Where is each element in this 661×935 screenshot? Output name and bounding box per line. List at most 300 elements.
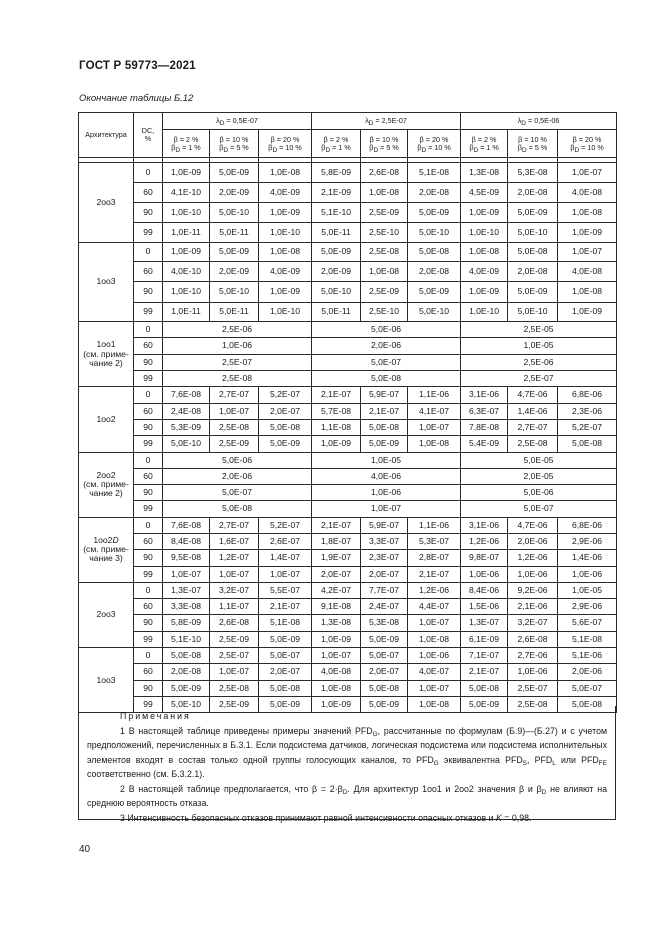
value-cell: 6,8E-06	[558, 517, 617, 533]
value-cell: 9,5E-08	[163, 550, 210, 566]
merged-value-cell: 1,0E-07	[312, 501, 461, 517]
value-cell: 2,5E-10	[361, 222, 408, 242]
value-cell: 2,1E-07	[408, 566, 461, 582]
table-row	[79, 222, 617, 242]
value-cell: 5,9E-07	[361, 387, 408, 403]
value-cell: 5,0E-09	[361, 631, 408, 647]
dc-cell: 0	[134, 322, 163, 338]
value-cell: 2,5E-07	[210, 648, 259, 664]
dc-cell: 90	[134, 282, 163, 302]
value-cell: 5,0E-08	[259, 680, 312, 696]
value-cell: 5,0E-09	[408, 202, 461, 222]
value-cell: 1,0E-10	[259, 222, 312, 242]
value-cell: 1,1E-07	[210, 599, 259, 615]
table-row	[79, 354, 617, 370]
value-cell: 3,3E-07	[361, 533, 408, 549]
value-cell: 5,0E-09	[508, 202, 558, 222]
dc-cell: 0	[134, 242, 163, 262]
value-cell: 5,0E-09	[508, 282, 558, 302]
dc-cell: 90	[134, 485, 163, 501]
value-cell: 5,4E-09	[461, 436, 508, 452]
value-cell: 1,0E-09	[312, 631, 361, 647]
value-cell: 7,1E-07	[461, 648, 508, 664]
value-cell: 1,0E-07	[210, 403, 259, 419]
value-cell: 1,0E-08	[558, 282, 617, 302]
value-cell: 2,0E-08	[508, 182, 558, 202]
value-cell: 1,0E-07	[312, 648, 361, 664]
dc-cell: 0	[134, 648, 163, 664]
value-cell: 2,6E-08	[210, 615, 259, 631]
header-architecture: Архитектура	[79, 113, 134, 158]
value-cell: 9,1E-08	[312, 599, 361, 615]
value-cell: 3,1E-06	[461, 387, 508, 403]
value-cell: 1,0E-08	[259, 242, 312, 262]
value-cell: 1,0E-08	[408, 631, 461, 647]
dc-cell: 99	[134, 631, 163, 647]
value-cell: 4,0E-08	[558, 262, 617, 282]
value-cell: 8,4E-06	[461, 582, 508, 598]
value-cell: 4,7E-06	[508, 517, 558, 533]
notes-block	[78, 706, 616, 823]
value-cell: 7,8E-08	[461, 419, 508, 435]
header-beta-1-2: β = 10 % $\beta_D = 5$ %	[210, 130, 259, 158]
value-cell: 5,9E-07	[361, 517, 408, 533]
header-beta-2-3: β = 20 % $\beta_D = 10$ %	[408, 130, 461, 158]
value-cell: 9,8E-07	[461, 550, 508, 566]
architecture-cell: 2oo3	[79, 582, 134, 647]
value-cell: 1,2E-07	[210, 550, 259, 566]
value-cell: 5,0E-09	[163, 680, 210, 696]
table-row	[79, 302, 617, 322]
value-cell: 1,0E-09	[312, 696, 361, 712]
value-cell: 5,5E-07	[259, 582, 312, 598]
value-cell: 5,3E-08	[508, 163, 558, 183]
table-row	[79, 501, 617, 517]
merged-value-cell: 5,0E-06	[163, 452, 312, 468]
value-cell: 5,8E-09	[312, 163, 361, 183]
value-cell: 5,6E-07	[558, 615, 617, 631]
value-cell: 5,3E-09	[163, 419, 210, 435]
value-cell: 5,0E-08	[558, 436, 617, 452]
value-cell: 5,0E-09	[312, 242, 361, 262]
value-cell: 1,5E-06	[461, 599, 508, 615]
value-cell: 1,0E-07	[163, 566, 210, 582]
value-cell: 1,0E-06	[508, 566, 558, 582]
value-cell: 1,0E-11	[163, 302, 210, 322]
value-cell: 4,0E-08	[558, 182, 617, 202]
value-cell: 1,0E-07	[408, 419, 461, 435]
value-cell: 3,2E-07	[508, 615, 558, 631]
value-cell: 1,0E-09	[558, 222, 617, 242]
header-lambda-3: $\lambda_D = 0,5E-06$	[461, 113, 617, 130]
table-row	[79, 517, 617, 533]
value-cell: 5,0E-10	[210, 202, 259, 222]
merged-value-cell: 5,0E-07	[163, 485, 312, 501]
value-cell: 5,0E-09	[259, 436, 312, 452]
value-cell: 2,5E-07	[508, 680, 558, 696]
header-beta-3-3: β = 20 % $\beta_D = 10$ %	[558, 130, 617, 158]
value-cell: 2,6E-07	[259, 533, 312, 549]
table-row	[79, 262, 617, 282]
table-row	[79, 282, 617, 302]
value-cell: 5,0E-11	[210, 302, 259, 322]
table-row	[79, 163, 617, 183]
dc-cell: 99	[134, 566, 163, 582]
value-cell: 5,1E-08	[259, 615, 312, 631]
value-cell: 4,7E-06	[508, 387, 558, 403]
table-row	[79, 452, 617, 468]
architecture-cell: 1oo3	[79, 242, 134, 322]
value-cell: 5,0E-11	[312, 302, 361, 322]
architecture-cell: 1oo3	[79, 648, 134, 713]
table-row	[79, 371, 617, 387]
dc-cell: 90	[134, 550, 163, 566]
data-table	[78, 112, 617, 713]
dc-cell: 90	[134, 354, 163, 370]
value-cell: 2,6E-08	[361, 163, 408, 183]
merged-value-cell: 2,0E-06	[312, 338, 461, 354]
table-row	[79, 631, 617, 647]
value-cell: 1,1E-06	[408, 387, 461, 403]
value-cell: 5,0E-11	[210, 222, 259, 242]
page-number: 40	[79, 844, 91, 855]
value-cell: 5,0E-10	[408, 302, 461, 322]
dc-cell: 90	[134, 615, 163, 631]
dc-cell: 99	[134, 371, 163, 387]
dc-cell: 99	[134, 222, 163, 242]
value-cell: 1,0E-06	[408, 648, 461, 664]
table-row	[79, 202, 617, 222]
value-cell: 4,0E-07	[408, 664, 461, 680]
merged-value-cell: 2,5E-07	[461, 371, 617, 387]
value-cell: 2,5E-10	[361, 302, 408, 322]
value-cell: 5,0E-09	[461, 696, 508, 712]
table-row	[79, 242, 617, 262]
value-cell: 5,2E-07	[558, 419, 617, 435]
value-cell: 1,0E-09	[163, 242, 210, 262]
value-cell: 1,0E-09	[461, 282, 508, 302]
table-row	[79, 468, 617, 484]
merged-value-cell: 5,0E-07	[461, 501, 617, 517]
dc-cell: 0	[134, 582, 163, 598]
value-cell: 1,3E-07	[163, 582, 210, 598]
merged-value-cell: 5,0E-06	[312, 322, 461, 338]
value-cell: 1,0E-10	[259, 302, 312, 322]
header-beta-2-1: β = 2 % $\beta_D = 1$ %	[312, 130, 361, 158]
dc-cell: 99	[134, 302, 163, 322]
notes-title: Примечания	[120, 711, 191, 721]
value-cell: 4,0E-09	[259, 262, 312, 282]
value-cell: 1,0E-09	[259, 202, 312, 222]
table-caption: Окончание таблицы Б.12	[79, 93, 194, 104]
value-cell: 2,5E-09	[210, 436, 259, 452]
value-cell: 4,0E-09	[461, 262, 508, 282]
value-cell: 6,1E-09	[461, 631, 508, 647]
value-cell: 4,0E-08	[312, 664, 361, 680]
value-cell: 5,0E-07	[558, 680, 617, 696]
merged-value-cell: 5,0E-06	[461, 485, 617, 501]
dc-cell: 0	[134, 387, 163, 403]
value-cell: 5,0E-08	[259, 419, 312, 435]
value-cell: 1,2E-06	[461, 533, 508, 549]
value-cell: 7,6E-08	[163, 387, 210, 403]
value-cell: 5,0E-07	[361, 648, 408, 664]
value-cell: 9,2E-06	[508, 582, 558, 598]
value-cell: 1,0E-07	[210, 664, 259, 680]
dc-cell: 99	[134, 696, 163, 712]
value-cell: 4,0E-10	[163, 262, 210, 282]
table-row	[79, 182, 617, 202]
value-cell: 7,6E-08	[163, 517, 210, 533]
value-cell: 1,0E-06	[508, 664, 558, 680]
value-cell: 5,0E-10	[508, 302, 558, 322]
dc-cell: 90	[134, 419, 163, 435]
value-cell: 2,5E-09	[210, 631, 259, 647]
value-cell: 1,0E-09	[312, 436, 361, 452]
value-cell: 1,3E-08	[312, 615, 361, 631]
value-cell: 5,7E-08	[312, 403, 361, 419]
value-cell: 5,0E-10	[163, 436, 210, 452]
value-cell: 1,2E-06	[508, 550, 558, 566]
table-row	[79, 664, 617, 680]
value-cell: 1,6E-07	[210, 533, 259, 549]
value-cell: 5,0E-07	[259, 648, 312, 664]
value-cell: 1,0E-07	[210, 566, 259, 582]
merged-value-cell: 5,0E-08	[163, 501, 312, 517]
value-cell: 2,9E-06	[558, 599, 617, 615]
merged-value-cell: 5,0E-05	[461, 452, 617, 468]
value-cell: 1,0E-08	[361, 262, 408, 282]
merged-value-cell: 5,0E-08	[312, 371, 461, 387]
header-beta-1-3: β = 20 % $\beta_D = 10$ %	[259, 130, 312, 158]
dc-cell: 90	[134, 680, 163, 696]
header-lambda-1: $\lambda_D = 0,5E-07$	[163, 113, 312, 130]
value-cell: 1,0E-08	[408, 696, 461, 712]
value-cell: 1,1E-08	[312, 419, 361, 435]
value-cell: 5,0E-08	[408, 242, 461, 262]
value-cell: 1,0E-08	[361, 182, 408, 202]
table-row	[79, 566, 617, 582]
value-cell: 2,4E-07	[361, 599, 408, 615]
value-cell: 5,1E-08	[558, 631, 617, 647]
value-cell: 2,0E-08	[163, 664, 210, 680]
value-cell: 8,4E-08	[163, 533, 210, 549]
note-1: 1 В настоящей таблице приведены примеры значений $PFD_G$, рассчитанные по формулам (Б.9)—(Б.27) и с учетом предположений, перечисленных в Б.3.1. Если подсистема датчиков, логическая подсистема или подсистема исполнительных элементов входят в состав только одной группы голосующих каналов, то $PFD_G$ эквивалентна $PFD_S$, $PFD_L$ или $PFD_{FE}$ соответственно (см. Б.3.2.1).	[87, 725, 608, 779]
value-cell: 5,0E-08	[361, 680, 408, 696]
value-cell: 2,0E-07	[361, 664, 408, 680]
dc-cell: 60	[134, 403, 163, 419]
header-dc: DC, %	[134, 113, 163, 158]
architecture-cell: 1oo2D (см. приме- чание 3)	[79, 517, 134, 582]
table-row	[79, 403, 617, 419]
value-cell: 1,3E-07	[461, 615, 508, 631]
value-cell: 1,0E-07	[408, 680, 461, 696]
dc-cell: 60	[134, 262, 163, 282]
dc-cell: 0	[134, 517, 163, 533]
architecture-cell: 2oo2 (см. приме- чание 2)	[79, 452, 134, 517]
value-cell: 1,0E-08	[312, 680, 361, 696]
value-cell: 1,0E-07	[408, 615, 461, 631]
table-row	[79, 582, 617, 598]
value-cell: 2,1E-07	[361, 403, 408, 419]
header-beta-2-2: β = 10 % $\beta_D = 5$ %	[361, 130, 408, 158]
value-cell: 5,1E-10	[163, 631, 210, 647]
header-lambda-2: $\lambda_D = 2,5E-07$	[312, 113, 461, 130]
value-cell: 5,1E-06	[558, 648, 617, 664]
dc-cell: 60	[134, 338, 163, 354]
value-cell: 2,7E-07	[210, 517, 259, 533]
value-cell: 1,0E-06	[558, 566, 617, 582]
value-cell: 4,4E-07	[408, 599, 461, 615]
value-cell: 5,0E-09	[259, 696, 312, 712]
value-cell: 5,0E-10	[163, 696, 210, 712]
value-cell: 2,0E-09	[210, 182, 259, 202]
value-cell: 4,0E-09	[259, 182, 312, 202]
merged-value-cell: 2,0E-05	[461, 468, 617, 484]
value-cell: 2,0E-08	[408, 262, 461, 282]
value-cell: 1,0E-10	[461, 302, 508, 322]
table-row	[79, 648, 617, 664]
value-cell: 1,0E-06	[461, 566, 508, 582]
value-cell: 2,0E-07	[312, 566, 361, 582]
table-row	[79, 419, 617, 435]
value-cell: 2,5E-09	[361, 202, 408, 222]
value-cell: 1,1E-06	[408, 517, 461, 533]
value-cell: 2,5E-09	[210, 696, 259, 712]
value-cell: 1,8E-07	[312, 533, 361, 549]
value-cell: 2,7E-07	[508, 419, 558, 435]
value-cell: 2,1E-07	[312, 517, 361, 533]
value-cell: 5,2E-07	[259, 517, 312, 533]
merged-value-cell: 2,5E-06	[163, 322, 312, 338]
value-cell: 1,0E-11	[163, 222, 210, 242]
value-cell: 2,0E-08	[508, 262, 558, 282]
table-row	[79, 550, 617, 566]
standard-designation: ГОСТ Р 59773—2021	[79, 60, 196, 72]
value-cell: 5,0E-09	[210, 163, 259, 183]
architecture-cell: 2oo3	[79, 163, 134, 243]
value-cell: 2,1E-07	[461, 664, 508, 680]
value-cell: 1,0E-08	[558, 202, 617, 222]
value-cell: 5,0E-09	[361, 696, 408, 712]
value-cell: 1,0E-10	[163, 282, 210, 302]
table-row	[79, 533, 617, 549]
value-cell: 2,1E-07	[312, 387, 361, 403]
value-cell: 1,4E-06	[558, 550, 617, 566]
value-cell: 1,0E-09	[259, 282, 312, 302]
dc-cell: 90	[134, 202, 163, 222]
value-cell: 2,0E-09	[210, 262, 259, 282]
value-cell: 1,2E-06	[408, 582, 461, 598]
merged-value-cell: 1,0E-05	[312, 452, 461, 468]
value-cell: 2,5E-08	[361, 242, 408, 262]
merged-value-cell: 4,0E-06	[312, 468, 461, 484]
value-cell: 4,2E-07	[312, 582, 361, 598]
value-cell: 2,0E-06	[558, 664, 617, 680]
value-cell: 3,2E-07	[210, 582, 259, 598]
value-cell: 5,0E-11	[312, 222, 361, 242]
merged-value-cell: 1,0E-05	[461, 338, 617, 354]
value-cell: 1,0E-08	[259, 163, 312, 183]
value-cell: 6,8E-06	[558, 387, 617, 403]
value-cell: 1,0E-07	[558, 242, 617, 262]
value-cell: 2,7E-07	[210, 387, 259, 403]
value-cell: 1,9E-07	[312, 550, 361, 566]
dc-cell: 60	[134, 533, 163, 549]
value-cell: 1,0E-10	[461, 222, 508, 242]
value-cell: 2,5E-08	[508, 436, 558, 452]
value-cell: 2,5E-09	[361, 282, 408, 302]
value-cell: 4,5E-09	[461, 182, 508, 202]
value-cell: 2,0E-07	[361, 566, 408, 582]
value-cell: 2,5E-08	[508, 696, 558, 712]
value-cell: 5,0E-10	[210, 282, 259, 302]
value-cell: 2,0E-07	[259, 664, 312, 680]
table-row	[79, 322, 617, 338]
value-cell: 2,7E-06	[508, 648, 558, 664]
value-cell: 7,7E-07	[361, 582, 408, 598]
value-cell: 5,0E-10	[408, 222, 461, 242]
merged-value-cell: 2,5E-07	[163, 354, 312, 370]
value-cell: 5,1E-10	[312, 202, 361, 222]
value-cell: 2,0E-09	[312, 262, 361, 282]
value-cell: 2,0E-07	[259, 403, 312, 419]
dc-cell: 0	[134, 452, 163, 468]
value-cell: 5,1E-08	[408, 163, 461, 183]
value-cell: 5,0E-09	[259, 631, 312, 647]
table-row	[79, 485, 617, 501]
value-cell: 2,3E-06	[558, 403, 617, 419]
value-cell: 3,1E-06	[461, 517, 508, 533]
value-cell: 2,5E-08	[210, 680, 259, 696]
merged-value-cell: 1,0E-06	[312, 485, 461, 501]
value-cell: 6,3E-07	[461, 403, 508, 419]
dc-cell: 0	[134, 163, 163, 183]
value-cell: 5,3E-08	[361, 615, 408, 631]
value-cell: 5,0E-08	[361, 419, 408, 435]
dc-cell: 60	[134, 664, 163, 680]
dc-cell: 60	[134, 182, 163, 202]
value-cell: 5,3E-07	[408, 533, 461, 549]
value-cell: 5,0E-10	[312, 282, 361, 302]
value-cell: 1,3E-08	[461, 163, 508, 183]
table-row	[79, 436, 617, 452]
header-beta-1-1: β = 2 % $\beta_D = 1$ %	[163, 130, 210, 158]
table-row	[79, 338, 617, 354]
header-beta-3-2: β = 10 % $\beta_D = 5$ %	[508, 130, 558, 158]
dc-cell: 60	[134, 468, 163, 484]
value-cell: 5,0E-10	[508, 222, 558, 242]
value-cell: 2,5E-08	[210, 419, 259, 435]
dc-cell: 60	[134, 599, 163, 615]
value-cell: 5,2E-07	[259, 387, 312, 403]
value-cell: 1,0E-09	[461, 202, 508, 222]
value-cell: 3,3E-08	[163, 599, 210, 615]
value-cell: 5,0E-09	[408, 282, 461, 302]
architecture-cell: 1oo1 (см. приме- чание 2)	[79, 322, 134, 387]
value-cell: 1,0E-05	[558, 582, 617, 598]
value-cell: 4,1E-10	[163, 182, 210, 202]
value-cell: 2,0E-06	[508, 533, 558, 549]
value-cell: 1,4E-06	[508, 403, 558, 419]
merged-value-cell: 2,5E-06	[461, 354, 617, 370]
value-cell: 2,1E-06	[508, 599, 558, 615]
note-3: 3 Интенсивность безопасных отказов принимают равной интенсивности опасных отказов и K = 0,98.	[120, 812, 532, 823]
value-cell: 5,0E-08	[163, 648, 210, 664]
dc-cell: 99	[134, 501, 163, 517]
merged-value-cell: 5,0E-07	[312, 354, 461, 370]
table-row	[79, 615, 617, 631]
